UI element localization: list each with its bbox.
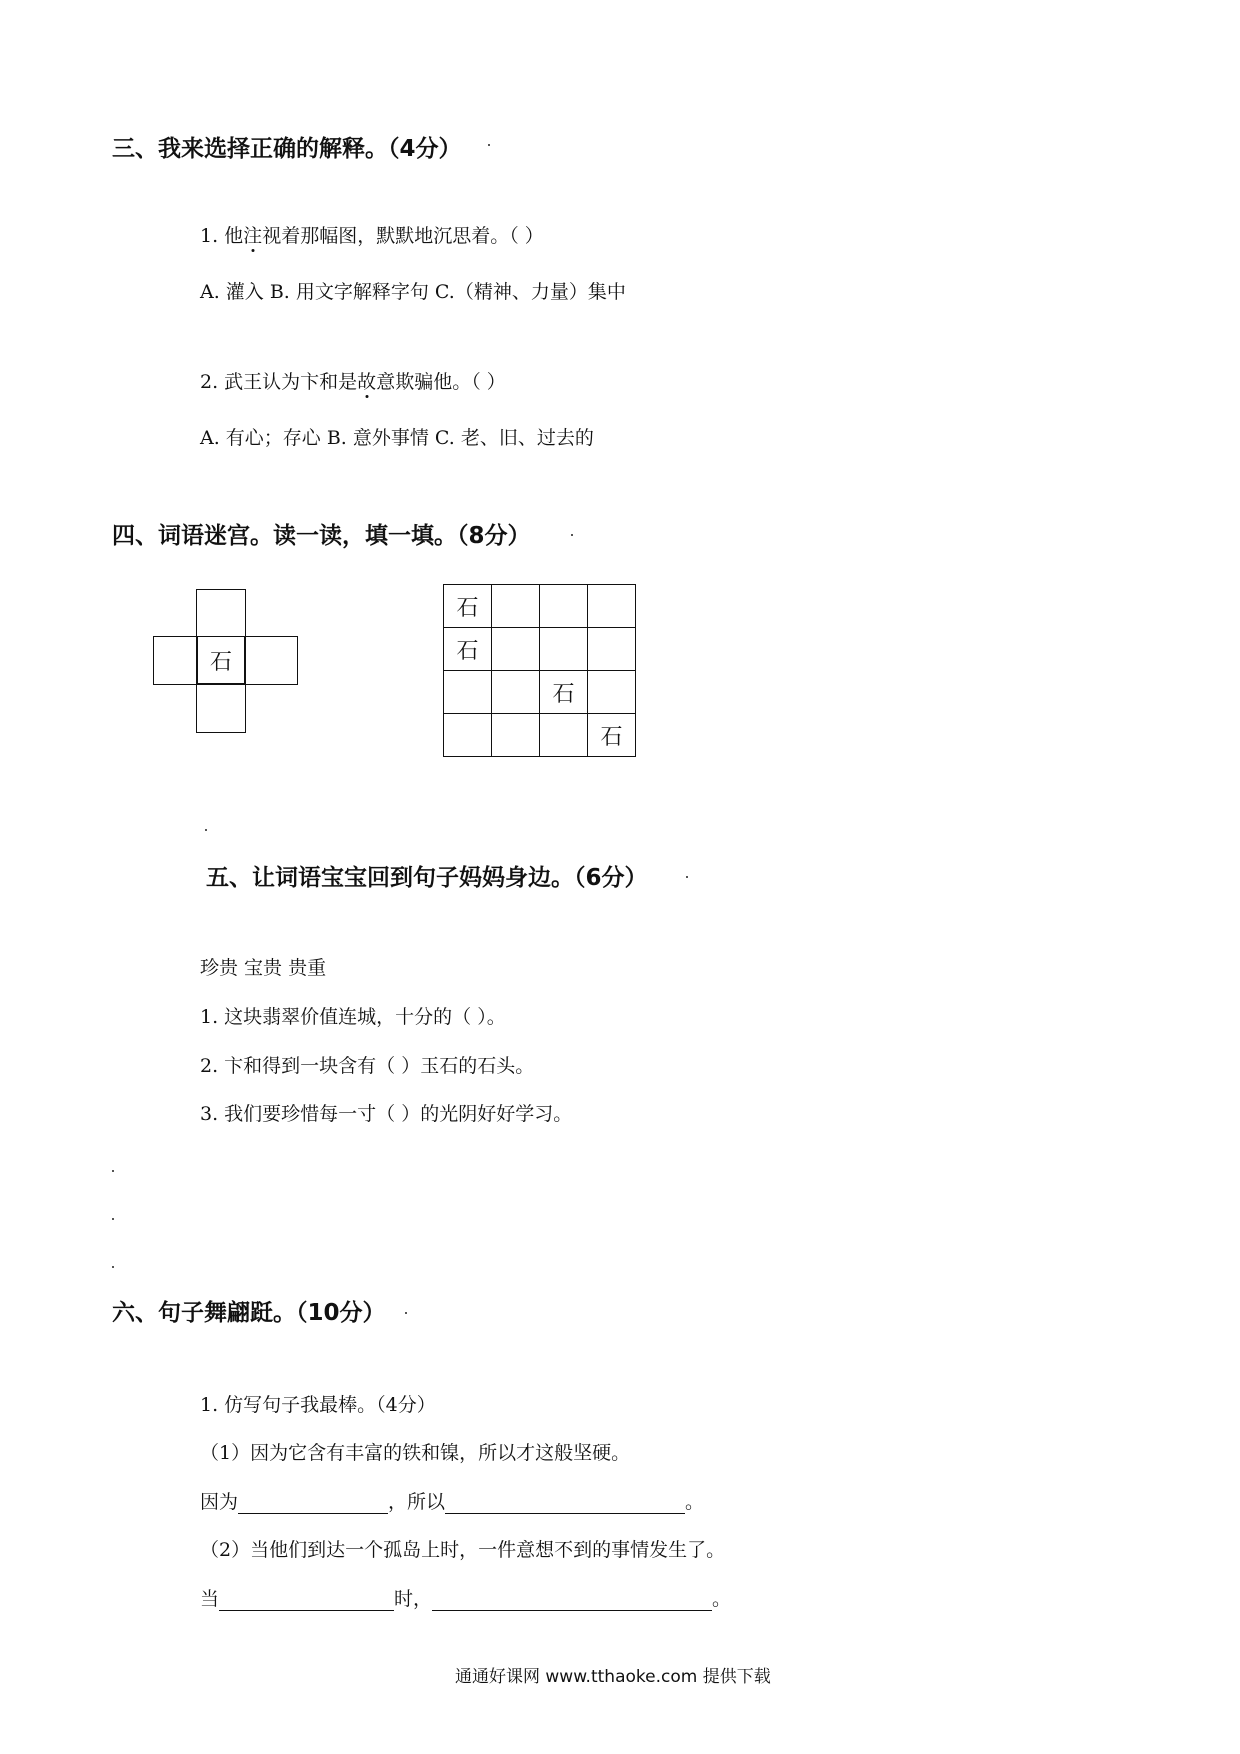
maze-cell: 石 [444, 628, 492, 671]
maze-cell[interactable] [540, 628, 588, 671]
fill-item-1: 1. 这块翡翠价值连城，十分的（ ）。 [200, 1006, 506, 1028]
fill-item-2: 2. 卞和得到一块含有（ ）玉石的石头。 [200, 1055, 535, 1077]
question-6-1: 1. 仿写句子我最棒。（4分） [200, 1394, 436, 1416]
connector-dang: 当 [200, 1588, 220, 1610]
question-3-1-options: A. 灌入 B. 用文字解释字句 C.（精神、力量）集中 [200, 281, 626, 303]
fill-sentence-2 [200, 1584, 731, 1611]
answer-blank[interactable] [238, 1493, 388, 1514]
answer-blank[interactable] [219, 1590, 394, 1611]
section-6-title: 六、句子舞翩跹。（10分） [112, 1300, 386, 1326]
question-3-2 [200, 367, 506, 394]
scan-speck [112, 1170, 114, 1172]
section-3-title: 三、我来选择正确的解释。（4分） [112, 136, 462, 162]
connector-yinwei: 因为 [200, 1491, 239, 1513]
maze-cell: 石 [540, 671, 588, 714]
example-sentence-1: （1）因为它含有丰富的铁和镍，所以才这般坚硬。 [200, 1442, 631, 1464]
maze-cell: 石 [588, 714, 636, 757]
sentence-end: 。 [712, 1588, 732, 1610]
scan-speck [488, 144, 490, 146]
connector-shi: 时， [394, 1588, 433, 1610]
example-sentence-2: （2）当他们到达一个孤岛上时，一件意想不到的事情发生了。 [200, 1539, 726, 1561]
maze-row [444, 714, 636, 757]
answer-blank[interactable] [432, 1590, 712, 1611]
maze-cell[interactable] [444, 714, 492, 757]
scan-speck [112, 1266, 114, 1268]
scan-speck [205, 829, 207, 831]
cross-center-char: 石 [209, 650, 232, 675]
maze-cell[interactable] [492, 671, 540, 714]
cross-cell-top[interactable] [196, 589, 246, 637]
section-4-title: 四、词语迷宫。读一读，填一填。（8分） [112, 523, 531, 549]
cross-cell-bottom[interactable] [196, 683, 246, 733]
fill-item-3: 3. 我们要珍惜每一寸（ ）的光阴好好学习。 [200, 1103, 573, 1125]
scan-speck [405, 1312, 407, 1314]
maze-row [444, 628, 636, 671]
cross-cell-left[interactable] [153, 636, 198, 685]
maze-cell[interactable] [492, 628, 540, 671]
cross-cell-center [196, 636, 246, 685]
scan-speck [686, 876, 688, 878]
word-maze-grid [443, 584, 636, 757]
fill-sentence-1 [200, 1487, 704, 1514]
maze-row [444, 585, 636, 628]
question-suffix: 意欺骗他。（ ） [376, 371, 506, 393]
cross-grid [153, 589, 298, 733]
sentence-end: 。 [685, 1491, 705, 1513]
question-prefix: 1. 他 [200, 225, 244, 247]
section-5-title: 五、让词语宝宝回到句子妈妈身边。（6分） [206, 865, 648, 891]
maze-cell[interactable] [588, 628, 636, 671]
marked-char: 注 [243, 225, 263, 247]
question-suffix: 视着那幅图，默默地沉思着。（ ） [262, 225, 544, 247]
marked-char: 故 [357, 371, 377, 393]
answer-blank[interactable] [445, 1493, 685, 1514]
maze-cell[interactable] [492, 585, 540, 628]
word-bank: 珍贵 宝贵 贵重 [200, 957, 327, 979]
maze-cell[interactable] [492, 714, 540, 757]
maze-cell[interactable] [588, 671, 636, 714]
maze-row [444, 671, 636, 714]
scan-speck [571, 534, 573, 536]
question-3-1 [200, 221, 544, 248]
question-3-2-options: A. 有心；存心 B. 意外事情 C. 老、旧、过去的 [200, 427, 594, 449]
scan-speck [112, 1218, 114, 1220]
maze-cell[interactable] [444, 671, 492, 714]
maze-cell[interactable] [540, 714, 588, 757]
question-prefix: 2. 武王认为卞和是 [200, 371, 358, 393]
maze-cell[interactable] [588, 585, 636, 628]
connector-suoyi: ，所以 [388, 1491, 446, 1513]
cross-cell-right[interactable] [244, 636, 298, 685]
maze-cell: 石 [444, 585, 492, 628]
footer-credit: 通通好课网 www.tthaoke.com 提供下载 [455, 1667, 771, 1687]
maze-cell[interactable] [540, 585, 588, 628]
